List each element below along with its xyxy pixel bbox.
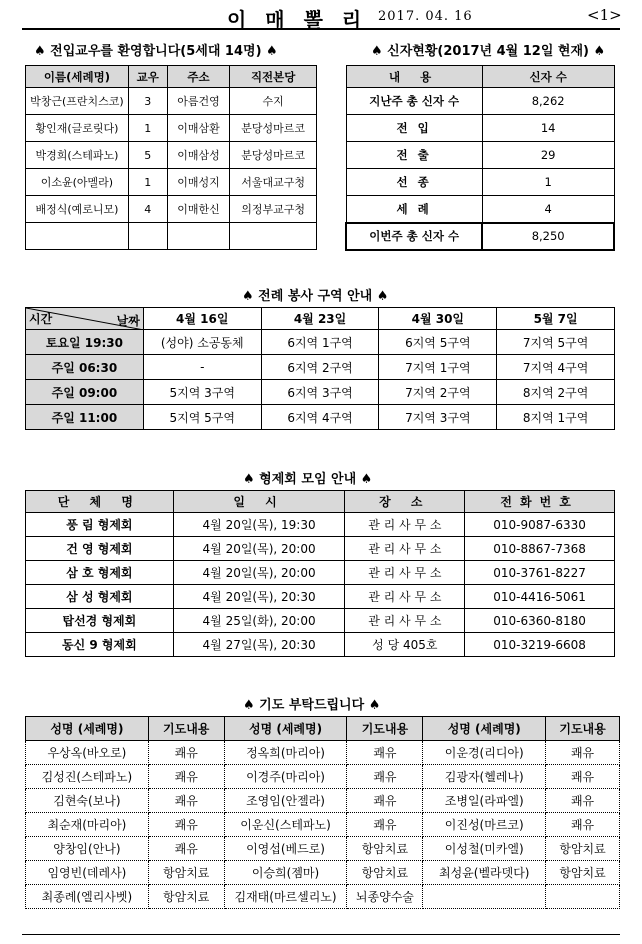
person-cell: 이승희(젬마): [224, 861, 347, 885]
person-cell: 최순재(마리아): [26, 813, 149, 837]
table-header-row: [26, 717, 620, 741]
place-cell: 관 리 사 무 소: [345, 537, 465, 561]
table-row: [26, 609, 615, 633]
prayer-cell: 쾌유: [546, 765, 620, 789]
datetime-cell: 4월 20일(목), 20:30: [173, 585, 345, 609]
table-header-row: [26, 66, 317, 88]
person-cell: 임영빈(데레사): [26, 861, 149, 885]
table-row-empty: [26, 223, 317, 250]
address-cell: 이매성지: [167, 169, 230, 196]
area-cell: 8지역 1구역: [497, 405, 615, 430]
stat-value: 8,262: [482, 88, 614, 115]
table-row: [26, 585, 615, 609]
table-row: [26, 380, 615, 405]
time-cell: 주일 09:00: [26, 380, 144, 405]
column-header: 기도내용: [546, 717, 620, 741]
stat-value: 14: [482, 115, 614, 142]
area-cell: 7지역 3구역: [379, 405, 497, 430]
area-cell: 8지역 2구역: [497, 380, 615, 405]
table-row: [26, 633, 615, 657]
column-header: 단 체 명: [26, 491, 174, 513]
group-cell: 동신 9 형제회: [26, 633, 174, 657]
prayer-cell: [546, 885, 620, 909]
meetings-table: [25, 490, 615, 657]
corner-cell: [26, 308, 144, 330]
name-cell: 이소윤(아멜라): [26, 169, 129, 196]
datetime-cell: 4월 25일(화), 20:00: [173, 609, 345, 633]
stats-title: ♠ 신자현황(2017년 4월 12일 현재) ♠: [371, 44, 606, 59]
table-row: [26, 196, 317, 223]
total-row: [346, 223, 614, 250]
column-header: 주소: [167, 66, 230, 88]
prayer-cell: 항암치료: [546, 861, 620, 885]
column-header: 장 소: [345, 491, 465, 513]
corner-date-label: 날짜: [116, 314, 140, 328]
area-cell: 6지역 2구역: [261, 355, 379, 380]
prayer-cell: 항암치료: [546, 837, 620, 861]
stat-label: 전 출: [346, 142, 482, 169]
person-cell: 조영임(안젤라): [224, 789, 347, 813]
area-cell: 7지역 2구역: [379, 380, 497, 405]
area-cell: 6지역 5구역: [379, 330, 497, 355]
person-cell: 김현숙(보나): [26, 789, 149, 813]
prayer-cell: 쾌유: [347, 789, 423, 813]
prayer-cell: 쾌유: [347, 765, 423, 789]
parish-cell: 수지: [230, 88, 317, 115]
column-header: 내 용: [346, 66, 482, 88]
place-cell: 관 리 사 무 소: [345, 609, 465, 633]
footer-divider: [22, 934, 620, 935]
table-row: [346, 169, 614, 196]
prayer-cell: 쾌유: [546, 741, 620, 765]
count-cell: 3: [128, 88, 167, 115]
group-cell: 풍 림 형제회: [26, 513, 174, 537]
table-row: [346, 115, 614, 142]
person-cell: 김재태(마르셀리노): [224, 885, 347, 909]
prayer-cell: 쾌유: [148, 813, 224, 837]
area-cell: -: [143, 355, 261, 380]
person-cell: 이운신(스테파노): [224, 813, 347, 837]
person-cell: 양창임(안나): [26, 837, 149, 861]
name-cell: 황인재(글로릿다): [26, 115, 129, 142]
table-row: [26, 861, 620, 885]
table-row: [26, 88, 317, 115]
column-header: 신자 수: [482, 66, 614, 88]
column-header: 직전본당: [230, 66, 317, 88]
column-header: 성명 (세례명): [26, 717, 149, 741]
column-header: 기도내용: [148, 717, 224, 741]
prayer-cell: 쾌유: [347, 813, 423, 837]
count-cell: 5: [128, 142, 167, 169]
table-row: [26, 115, 317, 142]
name-cell: 박창근(프란치스코): [26, 88, 129, 115]
stats-table: [345, 65, 615, 251]
meetings-title: ♠ 형제회 모임 안내 ♠: [243, 472, 373, 487]
column-header: 일 시: [173, 491, 345, 513]
newcomers-table: [25, 65, 317, 250]
name-cell: 배정식(예로니모): [26, 196, 129, 223]
datetime-cell: 4월 20일(목), 20:00: [173, 537, 345, 561]
prayer-cell: 뇌종양수술: [347, 885, 423, 909]
page-header: [22, 4, 620, 30]
person-cell: [423, 885, 546, 909]
table-header-row: [26, 491, 615, 513]
stat-label: 이번주 총 신자 수: [346, 223, 482, 250]
table-row: [26, 813, 620, 837]
bulletin-title: 이 매 뽈 리: [227, 8, 368, 32]
name-cell: [26, 223, 129, 250]
prayer-title: ♠ 기도 부탁드립니다 ♠: [243, 698, 381, 713]
phone-cell: 010-3761-8227: [465, 561, 615, 585]
stat-label: 세 례: [346, 196, 482, 223]
volunteer-table: [25, 307, 615, 430]
table-row: [26, 169, 317, 196]
group-cell: 삼 성 형제회: [26, 585, 174, 609]
area-cell: 7지역 5구역: [497, 330, 615, 355]
column-header: 이름(세례명): [26, 66, 129, 88]
newcomers-title: ♠ 전입교우를 환영합니다(5세대 14명) ♠: [34, 44, 278, 59]
address-cell: 이매한신: [167, 196, 230, 223]
volunteer-title: ♠ 전례 봉사 구역 안내 ♠: [242, 289, 389, 304]
table-row: [26, 330, 615, 355]
time-cell: 토요일 19:30: [26, 330, 144, 355]
prayer-cell: 쾌유: [148, 837, 224, 861]
prayer-cell: 항암치료: [347, 861, 423, 885]
group-cell: 건 영 형제회: [26, 537, 174, 561]
phone-cell: 010-3219-6608: [465, 633, 615, 657]
count-cell: 4: [128, 196, 167, 223]
table-row: [26, 789, 620, 813]
area-cell: 6지역 4구역: [261, 405, 379, 430]
stat-value: 1: [482, 169, 614, 196]
person-cell: 정옥희(마리아): [224, 741, 347, 765]
table-row: [26, 885, 620, 909]
address-cell: 이매삼성: [167, 142, 230, 169]
datetime-cell: 4월 20일(목), 20:00: [173, 561, 345, 585]
column-header: 전화번호: [465, 491, 615, 513]
table-row: [346, 142, 614, 169]
prayer-cell: 쾌유: [148, 789, 224, 813]
person-cell: 김광자(헬레나): [423, 765, 546, 789]
time-cell: 주일 06:30: [26, 355, 144, 380]
person-cell: 우상옥(바오로): [26, 741, 149, 765]
parish-cell: 분당성마르코: [230, 115, 317, 142]
table-row: [346, 196, 614, 223]
table-header-row: [26, 308, 615, 330]
place-cell: 성 당 405호: [345, 633, 465, 657]
area-cell: (성야) 소공동체: [143, 330, 261, 355]
area-cell: 7지역 1구역: [379, 355, 497, 380]
table-row: [26, 561, 615, 585]
area-cell: 5지역 3구역: [143, 380, 261, 405]
count-cell: 1: [128, 169, 167, 196]
person-cell: 이영섭(베드로): [224, 837, 347, 861]
area-cell: 6지역 1구역: [261, 330, 379, 355]
prayer-cell: 항암치료: [148, 861, 224, 885]
date-header: 4월 23일: [261, 308, 379, 330]
prayer-cell: 쾌유: [546, 789, 620, 813]
person-cell: 최성윤(벨라뎃다): [423, 861, 546, 885]
parish-cell: 서울대교구청: [230, 169, 317, 196]
phone-cell: 010-6360-8180: [465, 609, 615, 633]
date-header: 4월 16일: [143, 308, 261, 330]
phone-cell: 010-4416-5061: [465, 585, 615, 609]
person-cell: 이성철(미카엘): [423, 837, 546, 861]
stat-value: 8,250: [482, 223, 614, 250]
prayer-table: [25, 716, 620, 909]
column-header: 교우: [128, 66, 167, 88]
parish-cell: 의정부교구청: [230, 196, 317, 223]
area-cell: 5지역 5구역: [143, 405, 261, 430]
area-cell: 7지역 4구역: [497, 355, 615, 380]
count-cell: [128, 223, 167, 250]
table-row: [26, 537, 615, 561]
person-cell: 이진성(마르코): [423, 813, 546, 837]
name-cell: 박경희(스테파노): [26, 142, 129, 169]
table-row: [346, 88, 614, 115]
person-cell: 이경주(마리아): [224, 765, 347, 789]
table-header-row: [346, 66, 614, 88]
prayer-cell: 쾌유: [148, 765, 224, 789]
prayer-cell: 쾌유: [148, 741, 224, 765]
stat-label: 전 입: [346, 115, 482, 142]
stat-value: 29: [482, 142, 614, 169]
date-header: 5월 7일: [497, 308, 615, 330]
prayer-cell: 쾌유: [546, 813, 620, 837]
parish-cell: 분당성마르코: [230, 142, 317, 169]
datetime-cell: 4월 20일(목), 19:30: [173, 513, 345, 537]
page-number: <1>: [587, 6, 622, 24]
table-row: [26, 513, 615, 537]
prayer-cell: 쾌유: [347, 741, 423, 765]
count-cell: 1: [128, 115, 167, 142]
group-cell: 삼 호 형제회: [26, 561, 174, 585]
place-cell: 관 리 사 무 소: [345, 561, 465, 585]
prayer-cell: 항암치료: [347, 837, 423, 861]
address-cell: 아름건영: [167, 88, 230, 115]
person-cell: 조병일(라파엘): [423, 789, 546, 813]
place-cell: 관 리 사 무 소: [345, 513, 465, 537]
corner-time-label: 시간: [29, 312, 53, 326]
column-header: 성명 (세례명): [224, 717, 347, 741]
parish-cell: [230, 223, 317, 250]
person-cell: 김성진(스테파노): [26, 765, 149, 789]
phone-cell: 010-9087-6330: [465, 513, 615, 537]
time-cell: 주일 11:00: [26, 405, 144, 430]
address-cell: 이매삼환: [167, 115, 230, 142]
bulletin-date: 2017. 04. 16: [378, 9, 473, 24]
column-header: 기도내용: [347, 717, 423, 741]
table-row: [26, 405, 615, 430]
table-row: [26, 142, 317, 169]
stat-label: 선 종: [346, 169, 482, 196]
person-cell: 최종례(엘리사벳): [26, 885, 149, 909]
stat-value: 4: [482, 196, 614, 223]
group-cell: 탑선경 형제회: [26, 609, 174, 633]
address-cell: [167, 223, 230, 250]
prayer-cell: 항암치료: [148, 885, 224, 909]
table-row: [26, 837, 620, 861]
area-cell: 6지역 3구역: [261, 380, 379, 405]
place-cell: 관 리 사 무 소: [345, 585, 465, 609]
datetime-cell: 4월 27일(목), 20:30: [173, 633, 345, 657]
person-cell: 이운경(리디아): [423, 741, 546, 765]
phone-cell: 010-8867-7368: [465, 537, 615, 561]
table-row: [26, 355, 615, 380]
date-header: 4월 30일: [379, 308, 497, 330]
column-header: 성명 (세례명): [423, 717, 546, 741]
table-row: [26, 765, 620, 789]
table-row: [26, 741, 620, 765]
stat-label: 지난주 총 신자 수: [346, 88, 482, 115]
